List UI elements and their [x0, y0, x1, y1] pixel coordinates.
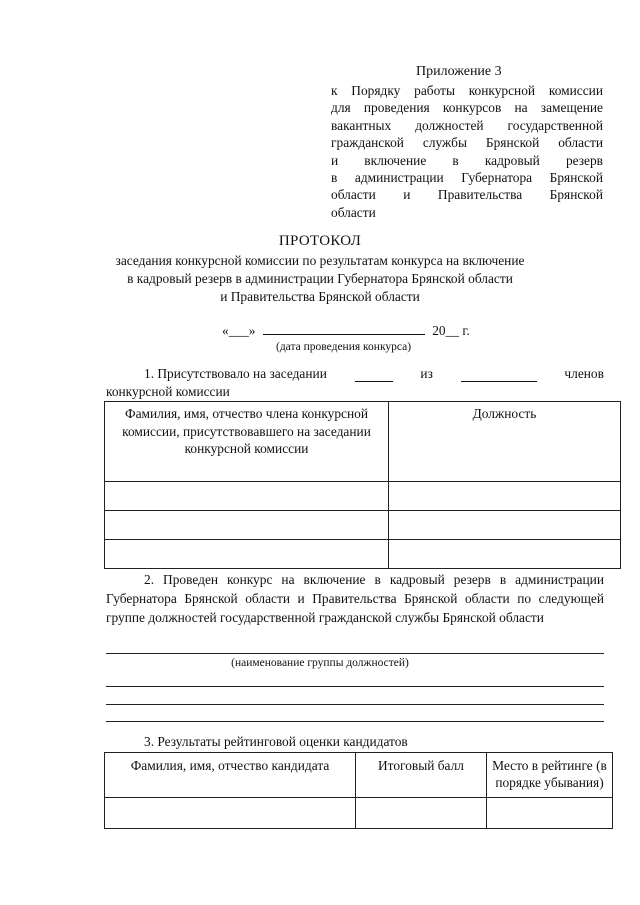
subtitle-line: и Правительства Брянской области: [220, 289, 420, 304]
from-label: из: [420, 366, 433, 381]
attendees-table: [104, 401, 621, 569]
annex-title: Приложение 3: [416, 64, 502, 79]
table-cell[interactable]: [389, 540, 621, 569]
annex-line: и включение в кадровый резерв: [331, 152, 603, 168]
commission-label: конкурсной комиссии: [106, 384, 230, 399]
date-caption: (дата проведения конкурса): [276, 341, 412, 353]
members-label: членов: [564, 366, 604, 381]
document-title: ПРОТОКОЛ: [278, 233, 362, 249]
total-score-header: Итоговый балл: [356, 753, 487, 798]
group-name-line[interactable]: [106, 721, 604, 722]
attendee-name-header: Фамилия, имя, отчество члена конкурсной комиссии, присутствовавшего на заседании конкурсной комиссии: [105, 402, 389, 482]
annex-line: гражданской службы Брянской области: [331, 135, 603, 151]
table-cell[interactable]: [389, 511, 621, 540]
date-field[interactable]: [222, 322, 470, 339]
date-day: «___»: [222, 323, 256, 338]
group-name-line[interactable]: [106, 704, 604, 705]
rating-table: [104, 752, 613, 829]
subtitle-line: в кадровый резерв в администрации Губернатора Брянской области: [127, 271, 513, 286]
group-name-line[interactable]: [106, 653, 604, 654]
annex-line: к Порядку работы конкурсной комиссии: [331, 83, 603, 98]
table-cell[interactable]: [105, 482, 389, 511]
rating-place-header: Место в рейтинге (в порядке убывания): [487, 753, 613, 798]
section-2-text: 2. Проведен конкурс на включение в кадровый резерв в администрации Губернатора Брянской области и Правительства Брянской области по следующей группе должностей государственной гражданской службы Брянской области: [106, 572, 604, 625]
document-subtitle: [90, 252, 550, 306]
group-name-caption: (наименование группы должностей): [231, 657, 409, 669]
subtitle-line: заседания конкурсной комиссии по результатам конкурса на включение: [115, 253, 525, 268]
group-name-line[interactable]: [106, 686, 604, 687]
candidate-name-header: Фамилия, имя, отчество кандидата: [105, 753, 356, 798]
total-count-blank[interactable]: [461, 369, 537, 382]
table-cell[interactable]: [105, 540, 389, 569]
present-label: 1. Присутствовало на заседании: [144, 366, 327, 381]
annex-line: для проведения конкурсов на замещение: [331, 100, 603, 116]
annex-line: в администрации Губернатора Брянской: [331, 170, 603, 186]
section-3-text: 3. Результаты рейтинговой оценки кандидатов: [144, 734, 408, 749]
annex-line: области и Правительства Брянской: [331, 187, 603, 203]
date-month-blank[interactable]: [263, 322, 425, 335]
section-1-text: [106, 366, 604, 400]
annex-reference: [331, 82, 603, 221]
table-cell[interactable]: [105, 511, 389, 540]
table-cell[interactable]: [389, 482, 621, 511]
annex-line: вакантных должностей государственной: [331, 117, 603, 133]
table-cell[interactable]: [105, 798, 356, 829]
annex-line: области: [331, 204, 376, 220]
table-cell[interactable]: [487, 798, 613, 829]
table-cell[interactable]: [356, 798, 487, 829]
date-year: 20__ г.: [432, 323, 470, 338]
attendee-position-header: Должность: [389, 402, 621, 482]
present-count-blank[interactable]: [355, 369, 393, 382]
